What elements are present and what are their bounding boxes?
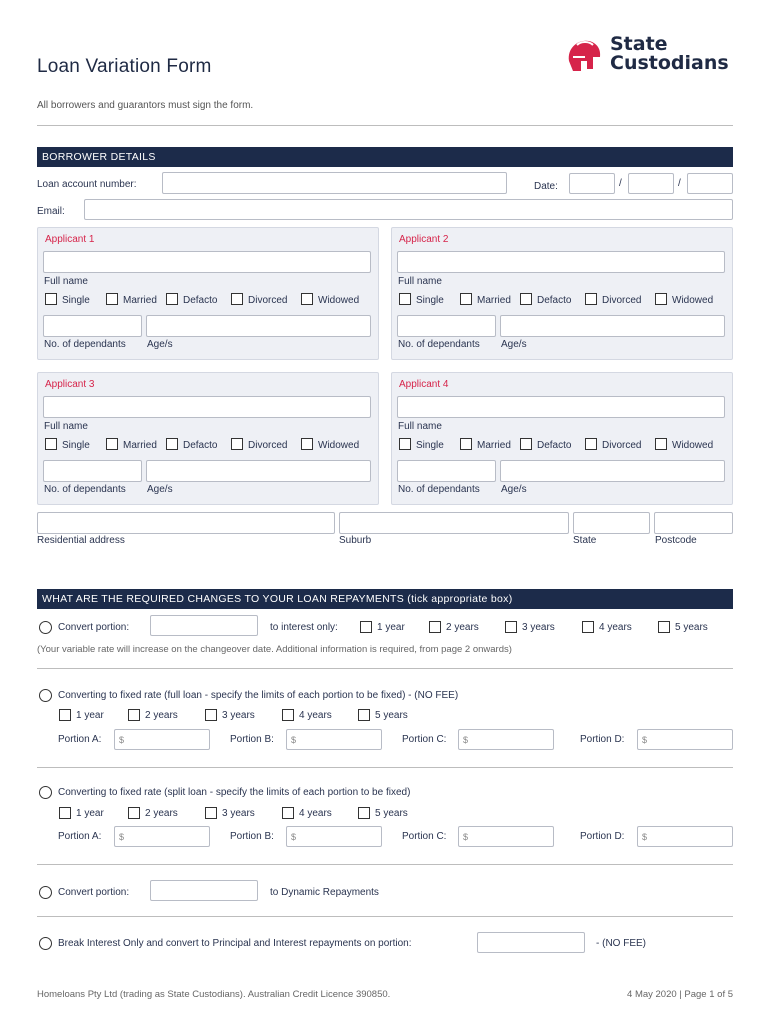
break-interest-only-label: Break Interest Only and convert to Principal and Interest repayments on portion: xyxy=(58,938,412,949)
full-name-input[interactable] xyxy=(397,251,725,273)
status-checkbox-divorced[interactable] xyxy=(585,438,597,450)
convert-portion-dynamic-label: Convert portion: xyxy=(58,887,130,898)
repayment-changes-heading: WHAT ARE THE REQUIRED CHANGES TO YOUR LOAN REPAYMENTS (tick appropriate box) xyxy=(37,589,733,609)
year-label: 4 years xyxy=(299,710,332,721)
portion-b-input[interactable]: $ xyxy=(286,729,382,750)
state-label: State xyxy=(573,535,597,546)
portion-a-label: Portion A: xyxy=(58,734,102,745)
divider xyxy=(37,864,733,865)
suburb-label: Suburb xyxy=(339,535,372,546)
status-label: Divorced xyxy=(248,440,288,451)
full-name-label: Full name xyxy=(44,421,88,432)
portion-b-label: Portion B: xyxy=(230,831,274,842)
postcode-input[interactable] xyxy=(654,512,733,534)
fixed-full-year-5-checkbox[interactable] xyxy=(358,709,370,721)
status-label: Defacto xyxy=(537,440,572,451)
ages-input[interactable] xyxy=(146,460,371,482)
portion-b-label: Portion B: xyxy=(230,734,274,745)
dependants-label: No. of dependants xyxy=(398,339,480,350)
status-label: Married xyxy=(477,440,511,451)
divider xyxy=(37,916,733,917)
date-month-input[interactable] xyxy=(628,173,674,194)
interest-only-label: to interest only: xyxy=(270,622,338,633)
year-label: 5 years xyxy=(375,808,408,819)
fixed-split-loan-label: Converting to fixed rate (split loan - specify the limits of each portion to be fixed) xyxy=(58,787,411,798)
dependants-input[interactable] xyxy=(397,315,496,337)
ages-input[interactable] xyxy=(146,315,371,337)
status-checkbox-defacto[interactable] xyxy=(166,293,178,305)
status-label: Defacto xyxy=(183,295,218,306)
portion-a-input[interactable]: $ xyxy=(114,729,210,750)
full-name-input[interactable] xyxy=(397,396,725,418)
fixed-split-year-2-checkbox[interactable] xyxy=(128,807,140,819)
status-checkbox-divorced[interactable] xyxy=(585,293,597,305)
portion-a-label: Portion A: xyxy=(58,831,102,842)
residential-address-input[interactable] xyxy=(37,512,335,534)
year-label: 3 years xyxy=(222,808,255,819)
ages-input[interactable] xyxy=(500,315,725,337)
status-label: Single xyxy=(62,440,90,451)
full-name-label: Full name xyxy=(398,421,442,432)
applicant-title: Applicant 3 xyxy=(45,379,95,390)
dynamic-repayments-radio[interactable] xyxy=(39,886,52,899)
convert-portion-label: Convert portion: xyxy=(58,622,130,633)
convert-interest-only-radio[interactable] xyxy=(39,621,52,634)
fixed-split-year-1-checkbox[interactable] xyxy=(59,807,71,819)
fixed-full-year-1-checkbox[interactable] xyxy=(59,709,71,721)
portion-c-label: Portion C: xyxy=(402,831,447,842)
status-checkbox-widowed[interactable] xyxy=(655,438,667,450)
year-label: 2 years xyxy=(145,808,178,819)
year-label: 4 years xyxy=(299,808,332,819)
dependants-label: No. of dependants xyxy=(44,339,126,350)
helmet-icon xyxy=(563,35,605,77)
status-checkbox-single[interactable] xyxy=(399,293,411,305)
full-name-input[interactable] xyxy=(43,251,371,273)
status-checkbox-single[interactable] xyxy=(399,438,411,450)
divider xyxy=(37,125,733,126)
dynamic-portion-input[interactable] xyxy=(150,880,258,901)
dependants-input[interactable] xyxy=(43,460,142,482)
date-separator: / xyxy=(619,178,622,189)
status-label: Widowed xyxy=(318,295,360,306)
page-subtitle: All borrowers and guarantors must sign the form. xyxy=(37,100,254,111)
date-separator: / xyxy=(678,178,681,189)
fixed-full-year-3-checkbox[interactable] xyxy=(205,709,217,721)
status-checkbox-widowed[interactable] xyxy=(655,293,667,305)
status-label: Widowed xyxy=(672,295,714,306)
year-label: 3 years xyxy=(522,622,555,633)
portion-c-label: Portion C: xyxy=(402,734,447,745)
borrower-details-heading: BORROWER DETAILS xyxy=(37,147,733,167)
status-checkbox-married[interactable] xyxy=(106,293,118,305)
postcode-label: Postcode xyxy=(655,535,697,546)
ages-label: Age/s xyxy=(501,484,527,495)
status-label: Divorced xyxy=(248,295,288,306)
fixed-split-year-5-checkbox[interactable] xyxy=(358,807,370,819)
portion-c-input[interactable]: $ xyxy=(458,826,554,847)
status-label: Widowed xyxy=(318,440,360,451)
status-label: Married xyxy=(477,295,511,306)
email-input[interactable] xyxy=(84,199,733,220)
email-label: Email: xyxy=(37,206,65,217)
fixed-full-loan-label: Converting to fixed rate (full loan - specify the limits of each portion to be fixed) - (NO FEE) xyxy=(58,690,459,701)
portion-d-input[interactable]: $ xyxy=(637,729,733,750)
dependants-input[interactable] xyxy=(43,315,142,337)
status-label: Single xyxy=(416,440,444,451)
portion-d-input[interactable]: $ xyxy=(637,826,733,847)
logo-line-1: State xyxy=(610,33,668,55)
year-label: 1 year xyxy=(76,710,104,721)
ages-label: Age/s xyxy=(147,339,173,350)
suburb-input[interactable] xyxy=(339,512,569,534)
interest-only-year-4-checkbox[interactable] xyxy=(582,621,594,633)
break-interest-only-radio[interactable] xyxy=(39,937,52,950)
year-label: 3 years xyxy=(222,710,255,721)
status-checkbox-widowed[interactable] xyxy=(301,438,313,450)
status-checkbox-defacto[interactable] xyxy=(166,438,178,450)
status-checkbox-married[interactable] xyxy=(106,438,118,450)
ages-label: Age/s xyxy=(147,484,173,495)
dynamic-repayments-label: to Dynamic Repayments xyxy=(270,887,379,898)
status-checkbox-single[interactable] xyxy=(45,293,57,305)
portion-b-input[interactable]: $ xyxy=(286,826,382,847)
applicant-title: Applicant 4 xyxy=(399,379,449,390)
status-label: Single xyxy=(416,295,444,306)
dependants-input[interactable] xyxy=(397,460,496,482)
interest-only-year-5-checkbox[interactable] xyxy=(658,621,670,633)
date-label: Date: xyxy=(534,181,558,192)
date-day-input[interactable] xyxy=(569,173,615,194)
full-name-label: Full name xyxy=(44,276,88,287)
fixed-split-year-4-checkbox[interactable] xyxy=(282,807,294,819)
status-checkbox-defacto[interactable] xyxy=(520,438,532,450)
no-fee-label: - (NO FEE) xyxy=(596,938,646,949)
dependants-label: No. of dependants xyxy=(398,484,480,495)
status-checkbox-divorced[interactable] xyxy=(231,293,243,305)
loan-account-input[interactable] xyxy=(162,172,507,194)
convert-portion-input[interactable] xyxy=(150,615,258,636)
year-label: 5 years xyxy=(675,622,708,633)
full-name-input[interactable] xyxy=(43,396,371,418)
fixed-full-year-4-checkbox[interactable] xyxy=(282,709,294,721)
year-label: 1 year xyxy=(377,622,405,633)
portion-d-label: Portion D: xyxy=(580,831,625,842)
logo-line-2: Custodians xyxy=(610,52,729,74)
footer-page-info: 4 May 2020 | Page 1 of 5 xyxy=(627,989,733,1000)
status-label: Single xyxy=(62,295,90,306)
applicant-title: Applicant 1 xyxy=(45,234,95,245)
portion-d-label: Portion D: xyxy=(580,734,625,745)
status-label: Divorced xyxy=(602,295,642,306)
status-label: Defacto xyxy=(183,440,218,451)
status-label: Married xyxy=(123,295,157,306)
footer-licence: Homeloans Pty Ltd (trading as State Custodians). Australian Credit Licence 390850. xyxy=(37,989,391,1000)
interest-only-year-3-checkbox[interactable] xyxy=(505,621,517,633)
status-checkbox-single[interactable] xyxy=(45,438,57,450)
year-label: 2 years xyxy=(145,710,178,721)
status-checkbox-married[interactable] xyxy=(460,293,472,305)
year-label: 1 year xyxy=(76,808,104,819)
fixed-split-loan-radio[interactable] xyxy=(39,786,52,799)
status-checkbox-widowed[interactable] xyxy=(301,293,313,305)
status-label: Defacto xyxy=(537,295,572,306)
interest-only-year-1-checkbox[interactable] xyxy=(360,621,372,633)
fixed-full-year-2-checkbox[interactable] xyxy=(128,709,140,721)
fixed-full-loan-radio[interactable] xyxy=(39,689,52,702)
date-year-input[interactable] xyxy=(687,173,733,194)
year-label: 2 years xyxy=(446,622,479,633)
status-label: Married xyxy=(123,440,157,451)
applicant-title: Applicant 2 xyxy=(399,234,449,245)
fixed-split-year-3-checkbox[interactable] xyxy=(205,807,217,819)
divider xyxy=(37,668,733,669)
status-checkbox-divorced[interactable] xyxy=(231,438,243,450)
status-checkbox-defacto[interactable] xyxy=(520,293,532,305)
portion-a-input[interactable]: $ xyxy=(114,826,210,847)
ages-label: Age/s xyxy=(501,339,527,350)
status-label: Divorced xyxy=(602,440,642,451)
page-title: Loan Variation Form xyxy=(37,56,212,77)
residential-address-label: Residential address xyxy=(37,535,125,546)
loan-account-label: Loan account number: xyxy=(37,179,137,190)
variable-rate-note: (Your variable rate will increase on the changeover date. Additional information is required, from page 2 onwards) xyxy=(37,644,512,655)
year-label: 5 years xyxy=(375,710,408,721)
interest-only-year-2-checkbox[interactable] xyxy=(429,621,441,633)
ages-input[interactable] xyxy=(500,460,725,482)
status-checkbox-married[interactable] xyxy=(460,438,472,450)
status-label: Widowed xyxy=(672,440,714,451)
dependants-label: No. of dependants xyxy=(44,484,126,495)
state-custodians-logo xyxy=(563,35,738,77)
break-portion-input[interactable] xyxy=(477,932,585,953)
portion-c-input[interactable]: $ xyxy=(458,729,554,750)
state-input[interactable] xyxy=(573,512,650,534)
divider xyxy=(37,767,733,768)
year-label: 4 years xyxy=(599,622,632,633)
full-name-label: Full name xyxy=(398,276,442,287)
